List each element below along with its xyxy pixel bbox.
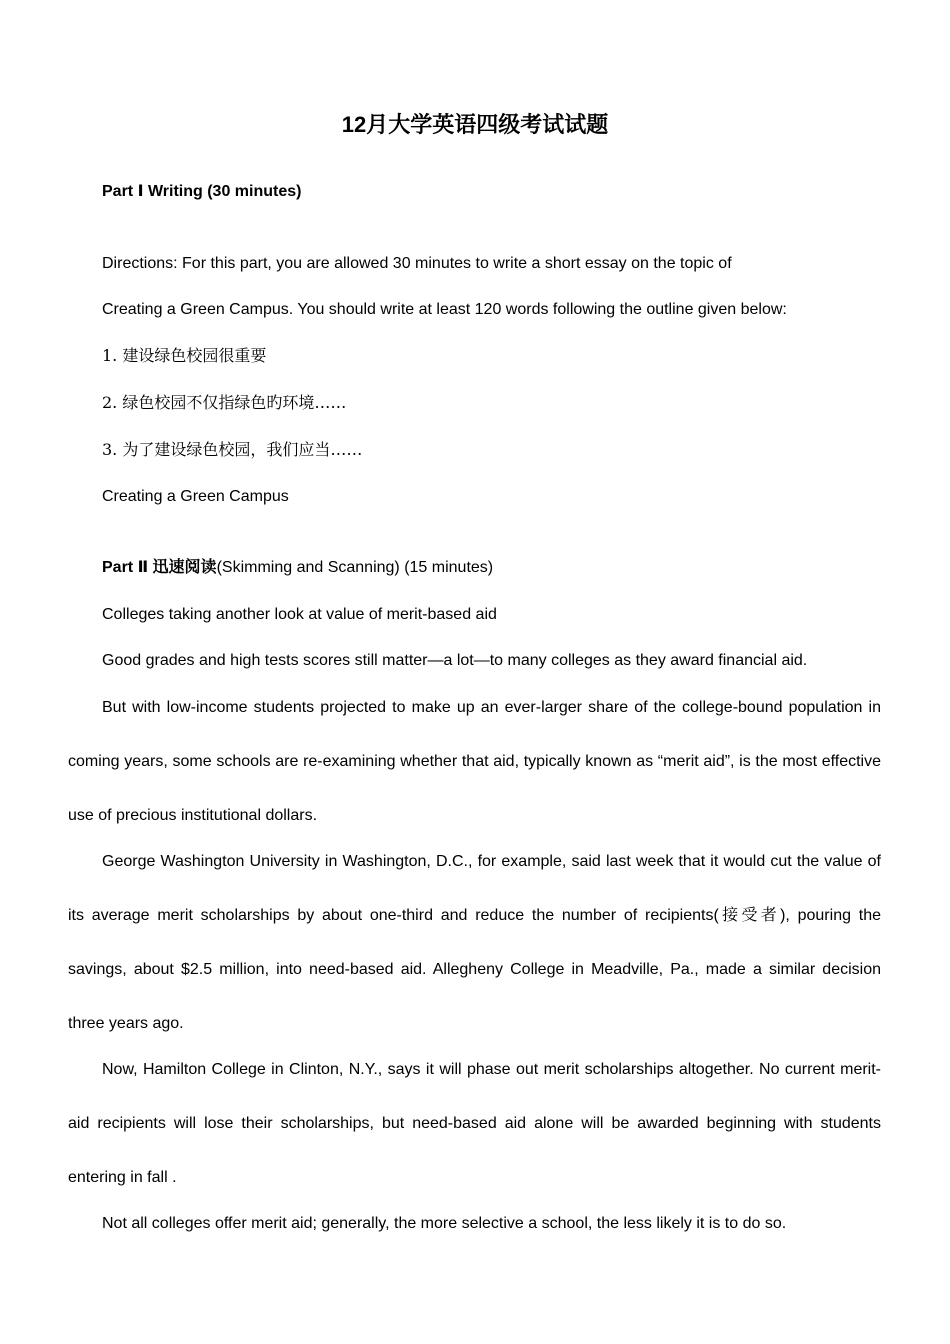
- paragraph-text: George Washington University in Washington, D.C., for example, said last week that it would cut the value of its average merit scholarships by about one-third and reduce the number of recipients(接受者), pouring the savings, about $2.5 million, into need-based aid. Allegheny College in Meadville, Pa., made a similar decision three years ago.: [68, 853, 881, 1032]
- part2-heading-rest: (Skimming and Scanning) (15 minutes): [216, 559, 494, 576]
- outline-item-2: 2. 绿色校园不仅指绿色旳环境……: [102, 393, 347, 412]
- document-title: 12月大学英语四级考试试题: [341, 112, 609, 137]
- paragraph-text: Now, Hamilton College in Clinton, N.Y., says it will phase out merit scholarships altogether. No current merit-aid recipients will lose their scholarships, but need-based aid alone will be awarded beginning with students entering in fall .: [68, 1061, 881, 1186]
- directions-line-2: Creating a Green Campus. You should write at least 120 words following the outline given below:: [102, 301, 787, 318]
- article-paragraph-2: [68, 835, 881, 1051]
- outline-item-3: 3. 为了建设绿色校园，我们应当……: [102, 440, 363, 459]
- part2-heading: [102, 557, 493, 579]
- article-paragraph-1: [68, 681, 881, 843]
- article-lead: Good grades and high tests scores still matter—a lot—to many colleges as they award financial aid.: [102, 652, 808, 669]
- part1-heading: Part Ⅰ Writing (30 minutes): [102, 183, 302, 200]
- paragraph-text: Not all colleges offer merit aid; generally, the more selective a school, the less likely it is to do so.: [102, 1215, 787, 1232]
- outline-item-1: 1. 建设绿色校园很重要: [102, 346, 267, 365]
- part2-heading-bold: Part Ⅱ 迅速阅读: [102, 559, 217, 576]
- article-paragraph-3: [68, 1043, 881, 1205]
- paragraph-text: But with low-income students projected to make up an ever-larger share of the college-bound population in coming years, some schools are re-examining whether that aid, typically known as “merit aid”, is the most effective use of precious institutional dollars.: [68, 699, 881, 824]
- essay-title: Creating a Green Campus: [102, 488, 289, 505]
- article-paragraph-4: [68, 1197, 881, 1251]
- directions-line-1: Directions: For this part, you are allowed 30 minutes to write a short essay on the topic of: [102, 255, 732, 272]
- article-title: Colleges taking another look at value of merit-based aid: [102, 606, 497, 623]
